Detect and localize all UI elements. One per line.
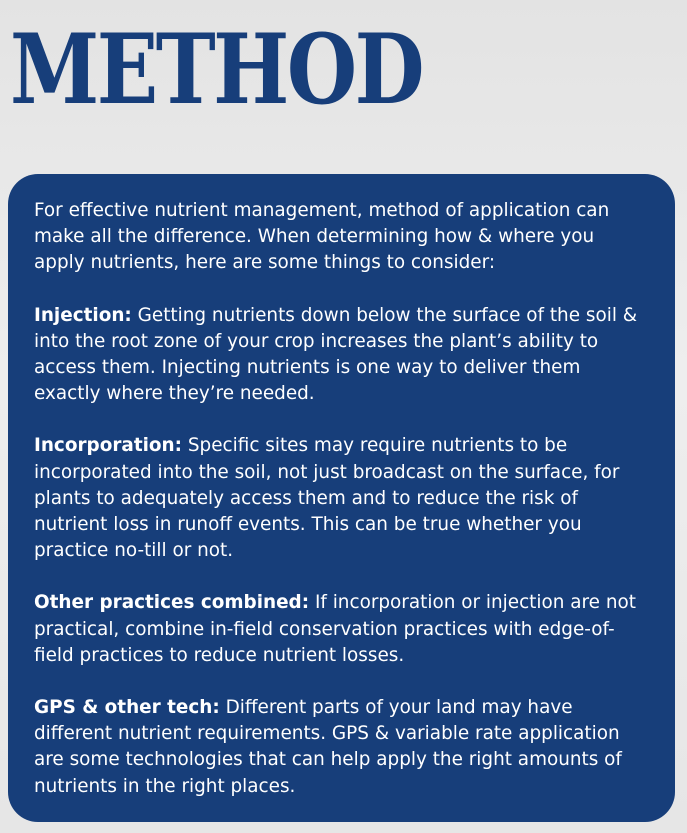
intro-paragraph: For effective nutrient management, method of application can make all the difference. When determining how & where you apply nutrients, here are some things to consider: <box>34 200 610 274</box>
section-gps-tech <box>34 695 649 800</box>
section-text: Different parts of your land may have different nutrient requirements. GPS & variable rate application are some technologies that can help apply the right amounts of nutrients in the right places. <box>34 697 622 797</box>
section-incorporation <box>34 433 649 564</box>
section-injection <box>34 303 649 408</box>
content-card <box>8 174 675 822</box>
section-term: GPS & other tech: <box>34 697 220 719</box>
section-term: Incorporation: <box>34 435 182 457</box>
section-text: Specific sites may require nutrients to be incorporated into the soil, not just broadcast on the surface, for plants to adequately access them and to reduce the risk of nutrient loss in runoff events. This can be true whether you practice no-till or not. <box>34 435 620 562</box>
section-text: Getting nutrients down below the surface of the soil & into the root zone of your crop increases the plant’s ability to access them. Injecting nutrients is one way to deliver them exactly where they’re needed. <box>34 304 638 405</box>
section-other-practices <box>34 590 649 669</box>
section-term: Other practices combined: <box>34 592 310 614</box>
section-text: If incorporation or injection are not practical, combine in-field conservation practices with edge-of-field practices to reduce nutrient losses. <box>34 592 636 666</box>
page-title: METHOD <box>10 13 422 126</box>
section-term: Injection: <box>34 304 132 326</box>
